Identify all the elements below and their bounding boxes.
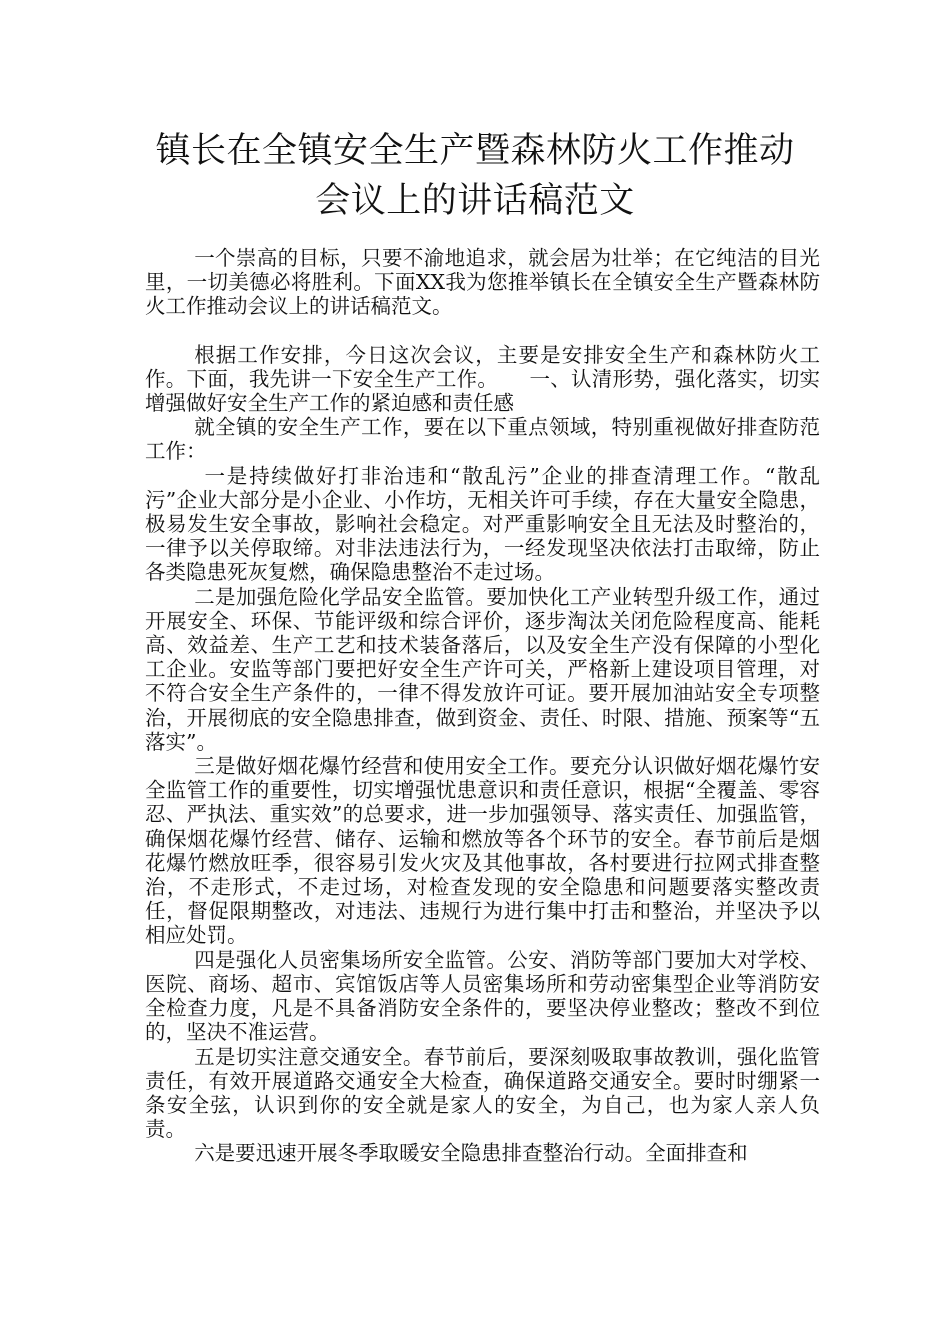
- paragraph-opening: 根据工作安排，今日这次会议，主要是安排安全生产和森林防火工作。下面，我先讲一下安全生产工作。 一、认清形势，强化落实，切实增强做好安全生产工作的紧迫感和责任感: [145, 342, 820, 416]
- paragraph-item-2: 二是加强危险化学品安全监管。要加快化工产业转型升级工作，通过开展安全、环保、节能评级和综合评价，逐步淘汰关闭危险程度高、能耗高、效益差、生产工艺和技术装备落后，以及安全生产没有保障的小型化工企业。安监等部门要把好安全生产许可关，严格新上建设项目管理，对不符合安全生产条件的，一律不得发放许可证。要开展加油站安全专项整治，开展彻底的安全隐患排查，做到资金、责任、时限、措施、预案等“五落实”。: [145, 584, 820, 754]
- paragraph-intro: 一个崇高的目标，只要不渝地追求，就会居为壮举；在它纯洁的目光里，一切美德必将胜利。下面XX我为您推举镇长在全镇安全生产暨森林防火工作推动会议上的讲话稿范文。: [145, 246, 820, 319]
- paragraph-item-4: 四是强化人员密集场所安全监管。公安、消防等部门要加大对学校、医院、商场、超市、宾馆饭店等人员密集场所和劳动密集型企业等消防安全检查力度，凡是不具备消防安全条件的，要坚决停业整改；整改不到位的，坚决不准运营。: [145, 947, 820, 1045]
- title-line-2: 会议上的讲话稿范文: [315, 181, 635, 221]
- paragraph-focus-areas: 就全镇的安全生产工作，要在以下重点领域，特别重视做好排查防范工作：: [145, 415, 820, 464]
- document-title: [120, 126, 830, 226]
- title-line-1: 镇长在全镇安全生产暨森林防火工作推动: [155, 131, 795, 171]
- paragraph-item-1: 一是持续做好打非治违和“散乱污”企业的排查清理工作。“散乱污”企业大部分是小企业、小作坊，无相关许可手续，存在大量安全隐患，极易发生安全事故，影响社会稳定。对严重影响安全且无法及时整治的，一律予以关停取缔。对非法违法行为，一经发现坚决依法打击取缔，防止各类隐患死灰复燃，确保隐患整治不走过场。: [145, 463, 820, 585]
- paragraph-item-5: 五是切实注意交通安全。春节前后，要深刻吸取事故教训，强化监管责任，有效开展道路交通安全大检查，确保道路交通安全。要时时绷紧一条安全弦，认识到你的安全就是家人的安全，为自己，也为家人亲人负责。: [145, 1044, 820, 1142]
- paragraph-item-6: 六是要迅速开展冬季取暖安全隐患排查整治行动。全面排查和: [194, 1141, 748, 1166]
- document-body: [145, 246, 820, 1166]
- paragraph-item-3: 三是做好烟花爆竹经营和使用安全工作。要充分认识做好烟花爆竹安全监管工作的重要性，切实增强忧患意识和责任意识，根据“全覆盖、零容忍、严执法、重实效”的总要求，进一步加强领导、落实责任、加强监管，确保烟花爆竹经营、储存、运输和燃放等各个环节的安全。春节前后是烟花爆竹燃放旺季，很容易引发火灾及其他事故，各村要进行拉网式排查整治，不走形式，不走过场，对检查发现的安全隐患和问题要落实整改责任，督促限期整改，对违法、违规行为进行集中打击和整治，并坚决予以相应处罚。: [145, 754, 820, 948]
